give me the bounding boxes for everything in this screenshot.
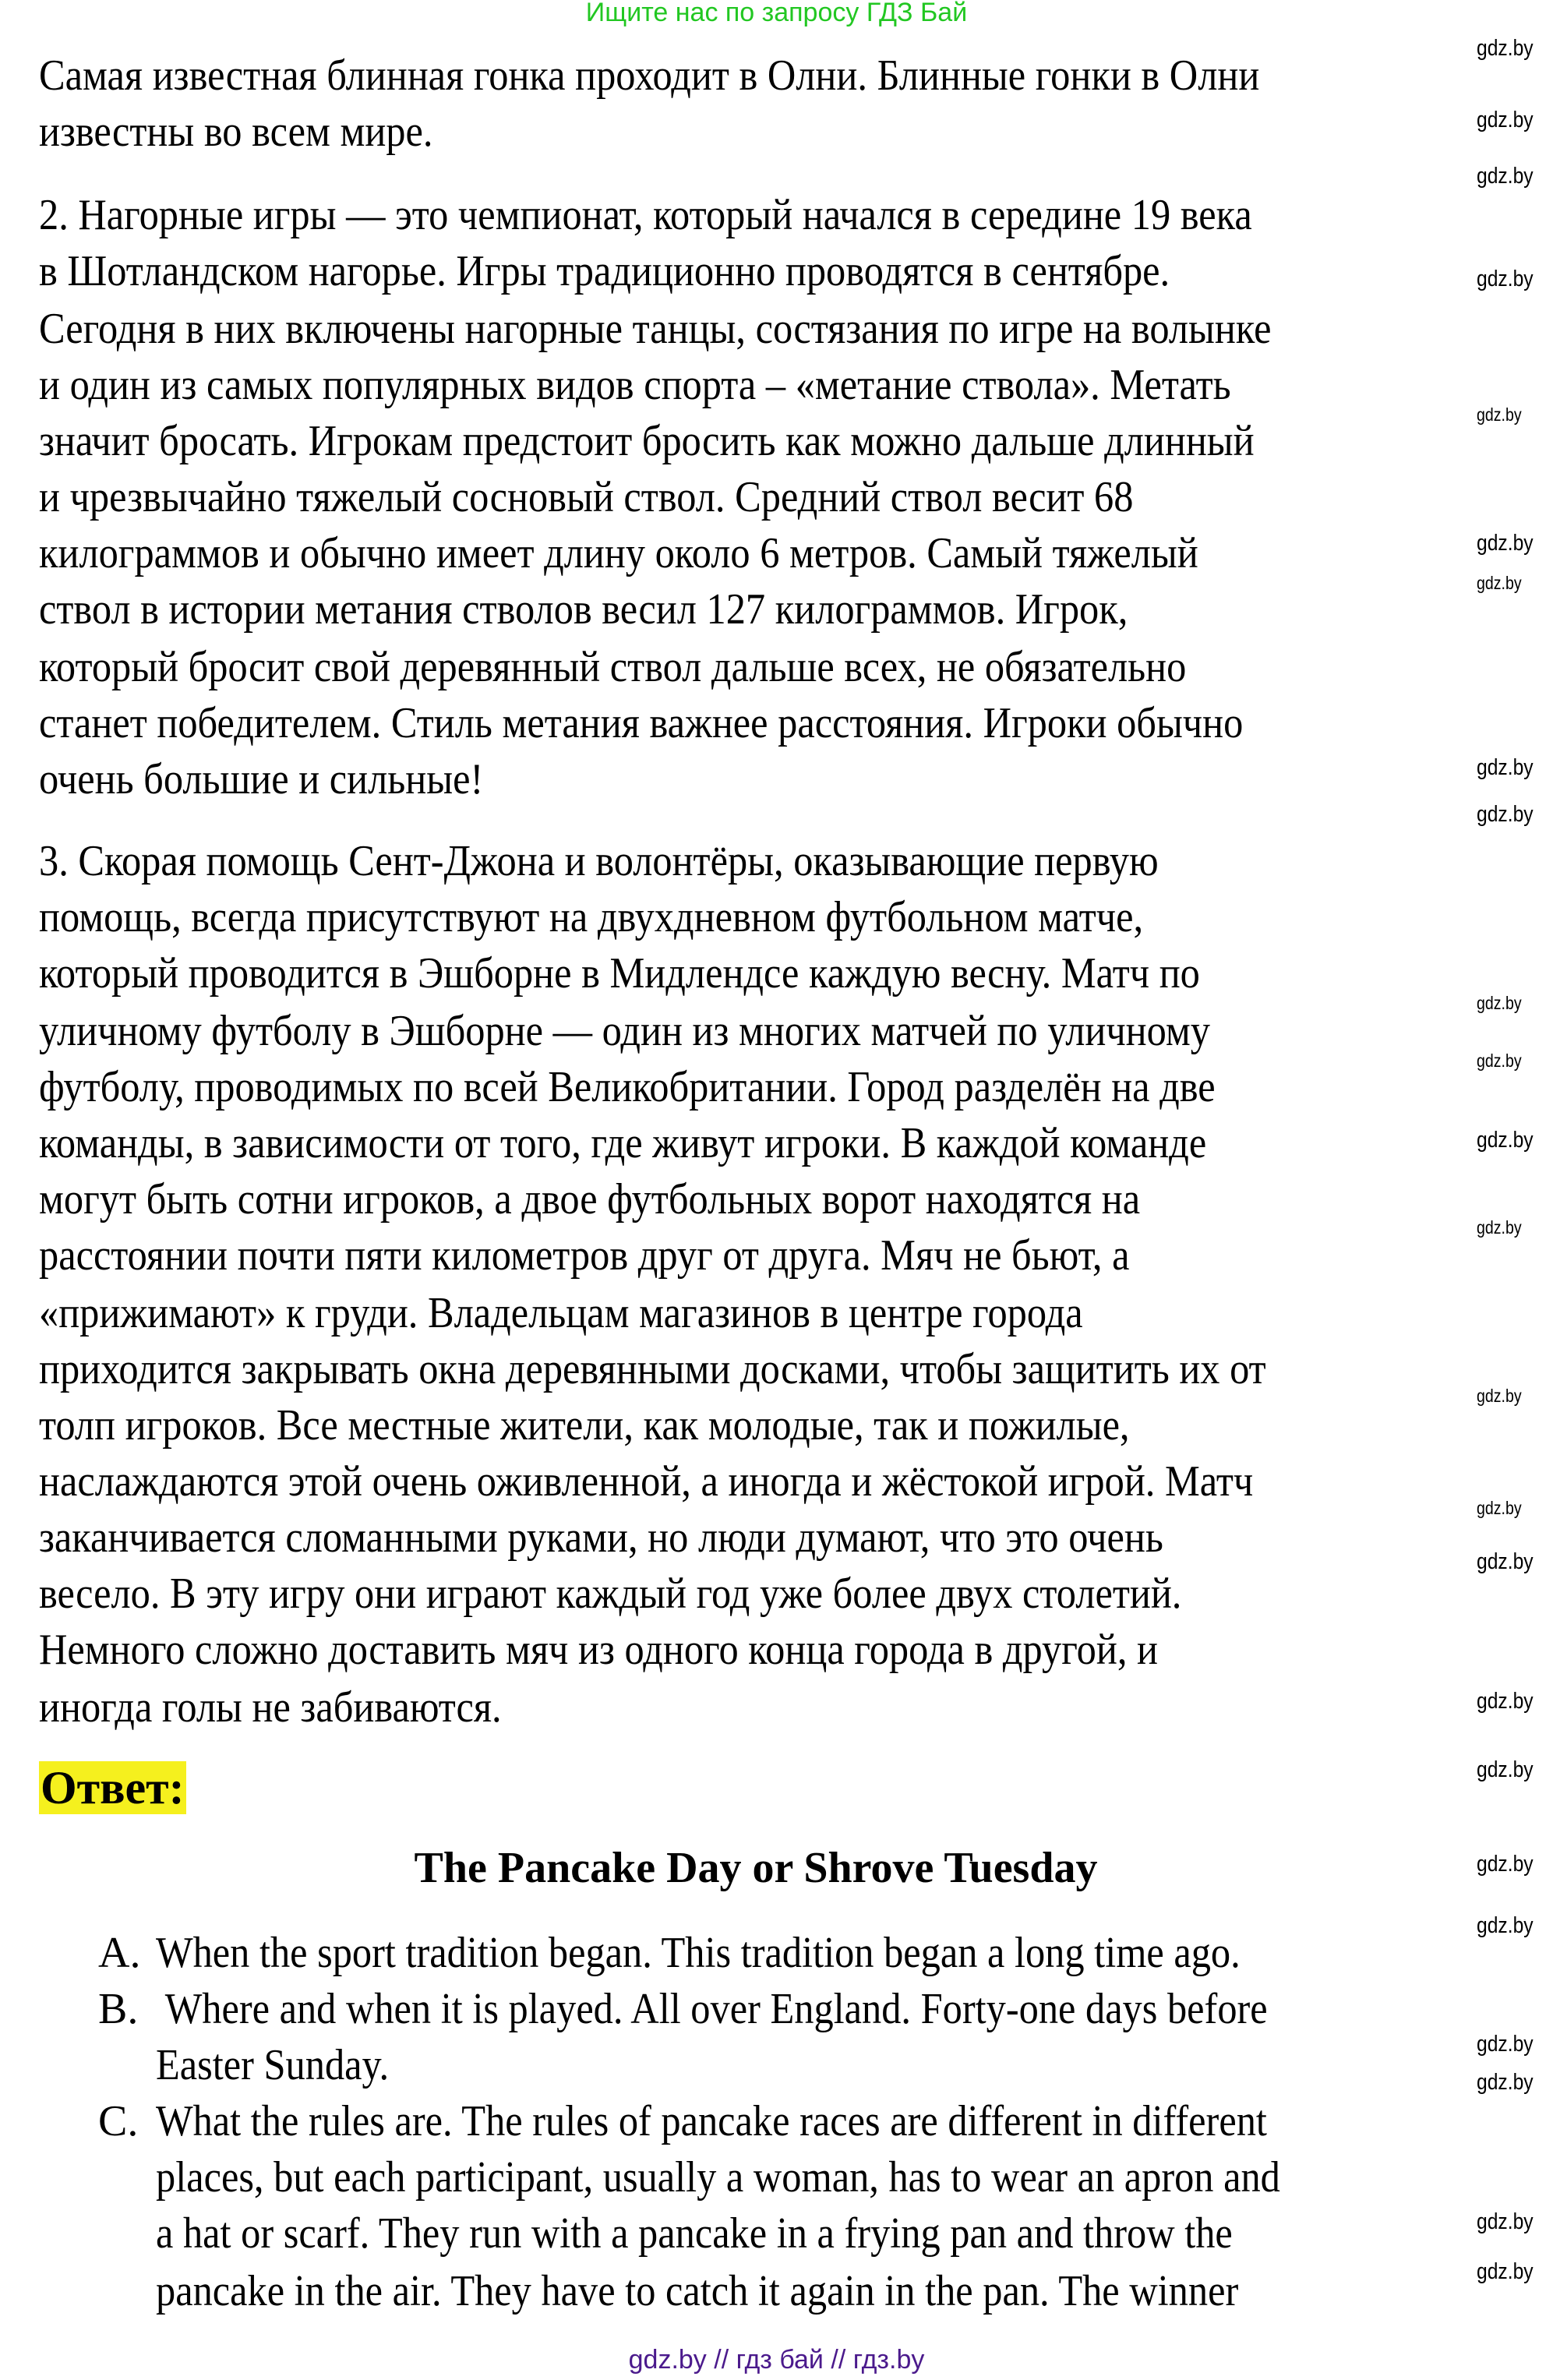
watermark: gdz.by xyxy=(1477,163,1534,189)
text-line: расстоянии почти пяти километров друг от друга. Мяч не бьют, а xyxy=(39,1231,1130,1280)
watermark: gdz.by xyxy=(1477,2209,1534,2234)
list-marker: C. xyxy=(98,2097,139,2146)
search-hint-banner: Ищите нас по запросу ГДЗ Бай xyxy=(585,0,968,27)
watermark: gdz.by xyxy=(1477,573,1522,594)
text-line: значит бросать. Игрокам предстоит бросить как можно дальше длинный xyxy=(39,417,1255,466)
answer-item-line: pancake in the air. They have to catch it again in the pan. The winner xyxy=(156,2267,1239,2316)
text-line: очень большие и сильные! xyxy=(39,755,484,804)
answer-item-line: When the sport tradition began. This tradition began a long time ago. xyxy=(156,1929,1241,1978)
answer-title: The Pancake Day or Shrove Tuesday xyxy=(414,1844,1098,1892)
text-line: иногда голы не забиваются. xyxy=(39,1683,502,1732)
list-marker: B. xyxy=(98,1985,139,2034)
text-line: который проводится в Эшборне в Мидлендсе каждую весну. Матч по xyxy=(39,949,1200,998)
answer-item-line: What the rules are. The rules of pancake races are different in different xyxy=(156,2097,1267,2146)
text-line: «прижимают» к груди. Владельцам магазинов в центре города xyxy=(39,1289,1083,1338)
text-line: и чрезвычайно тяжелый сосновый ствол. Средний ствол весит 68 xyxy=(39,473,1134,522)
watermark: gdz.by xyxy=(1477,993,1522,1014)
watermark: gdz.by xyxy=(1477,36,1534,62)
text-line: Сегодня в них включены нагорные танцы, состязания по игре на волынке xyxy=(39,305,1272,354)
watermark: gdz.by xyxy=(1477,1913,1534,1939)
text-line: футболу, проводимых по всей Великобритании. Город разделён на две xyxy=(39,1063,1216,1112)
watermark: gdz.by xyxy=(1477,1498,1522,1519)
watermark: gdz.by xyxy=(1477,1386,1522,1407)
text-line: который бросит свой деревянный ствол дальше всех, не обязательно xyxy=(39,643,1187,692)
text-line: и один из самых популярных видов спорта – «метание ствола». Метать xyxy=(39,361,1231,410)
answer-item-line: Where and when it is played. All over England. Forty-one days before xyxy=(156,1985,1268,2034)
watermark: gdz.by xyxy=(1477,1051,1522,1072)
watermark: gdz.by xyxy=(1477,1689,1534,1714)
watermark: gdz.by xyxy=(1477,1851,1534,1877)
watermark: gdz.by xyxy=(1477,1217,1522,1238)
watermark: gdz.by xyxy=(1477,404,1522,426)
watermark: gdz.by xyxy=(1477,2069,1534,2095)
watermark: gdz.by xyxy=(1477,1549,1534,1575)
answer-item-line: a hat or scarf. They run with a pancake in a frying pan and throw the xyxy=(156,2209,1233,2258)
watermark: gdz.by xyxy=(1477,2259,1534,2285)
text-line: Немного сложно доставить мяч из одного конца города в другой, и xyxy=(39,1626,1159,1675)
watermark: gdz.by xyxy=(1477,802,1534,827)
text-line: наслаждаются этой очень оживленной, а иногда и жёстокой игрой. Матч xyxy=(39,1457,1254,1506)
text-line: уличному футболу в Эшборне — один из многих матчей по уличному xyxy=(39,1007,1210,1056)
answer-label: Ответ: xyxy=(41,1762,185,1813)
watermark: gdz.by xyxy=(1477,2032,1534,2057)
text-line: 3. Скорая помощь Сент-Джона и волонтёры, оказывающие первую xyxy=(39,837,1159,886)
watermark: gdz.by xyxy=(1477,267,1534,292)
text-line: заканчивается сломанными руками, но люди думают, что это очень xyxy=(39,1513,1163,1563)
text-line: станет победителем. Стиль метания важнее расстояния. Игроки обычно xyxy=(39,699,1244,748)
watermark: gdz.by xyxy=(1477,1128,1534,1153)
text-line: известны во всем мире. xyxy=(39,108,433,157)
answer-item-line: Easter Sunday. xyxy=(156,2041,390,2090)
text-line: приходится закрывать окна деревянными досками, чтобы защитить их от xyxy=(39,1345,1266,1394)
text-line: толп игроков. Все местные жители, как молодые, так и пожилые, xyxy=(39,1401,1130,1450)
watermark: gdz.by xyxy=(1477,530,1534,556)
watermark: gdz.by xyxy=(1477,1757,1534,1782)
text-line: могут быть сотни игроков, а двое футбольных ворот находятся на xyxy=(39,1175,1141,1224)
watermark: gdz.by xyxy=(1477,107,1534,132)
text-line: в Шотландском нагорье. Игры традиционно проводятся в сентябре. xyxy=(39,247,1170,296)
text-line: Самая известная блинная гонка проходит в Олни. Блинные гонки в Олни xyxy=(39,51,1260,101)
answer-item-line: places, but each participant, usually a woman, has to wear an apron and xyxy=(156,2153,1280,2202)
text-line: килограммов и обычно имеет длину около 6 метров. Самый тяжелый xyxy=(39,529,1198,578)
text-line: команды, в зависимости от того, где живут игроки. В каждой команде xyxy=(39,1119,1207,1168)
text-line: 2. Нагорные игры — это чемпионат, который начался в середине 19 века xyxy=(39,191,1252,240)
text-line: помощь, всегда присутствуют на двухдневном футбольном матче, xyxy=(39,893,1144,942)
list-marker: A. xyxy=(98,1929,141,1978)
watermark: gdz.by xyxy=(1477,754,1534,780)
text-line: ствол в истории метания стволов весил 127 килограммов. Игрок, xyxy=(39,585,1128,634)
footer-links[interactable]: gdz.by // гдз бай // гдз.by xyxy=(628,2345,925,2375)
text-line: весело. В эту игру они играют каждый год уже более двух столетий. xyxy=(39,1570,1182,1619)
